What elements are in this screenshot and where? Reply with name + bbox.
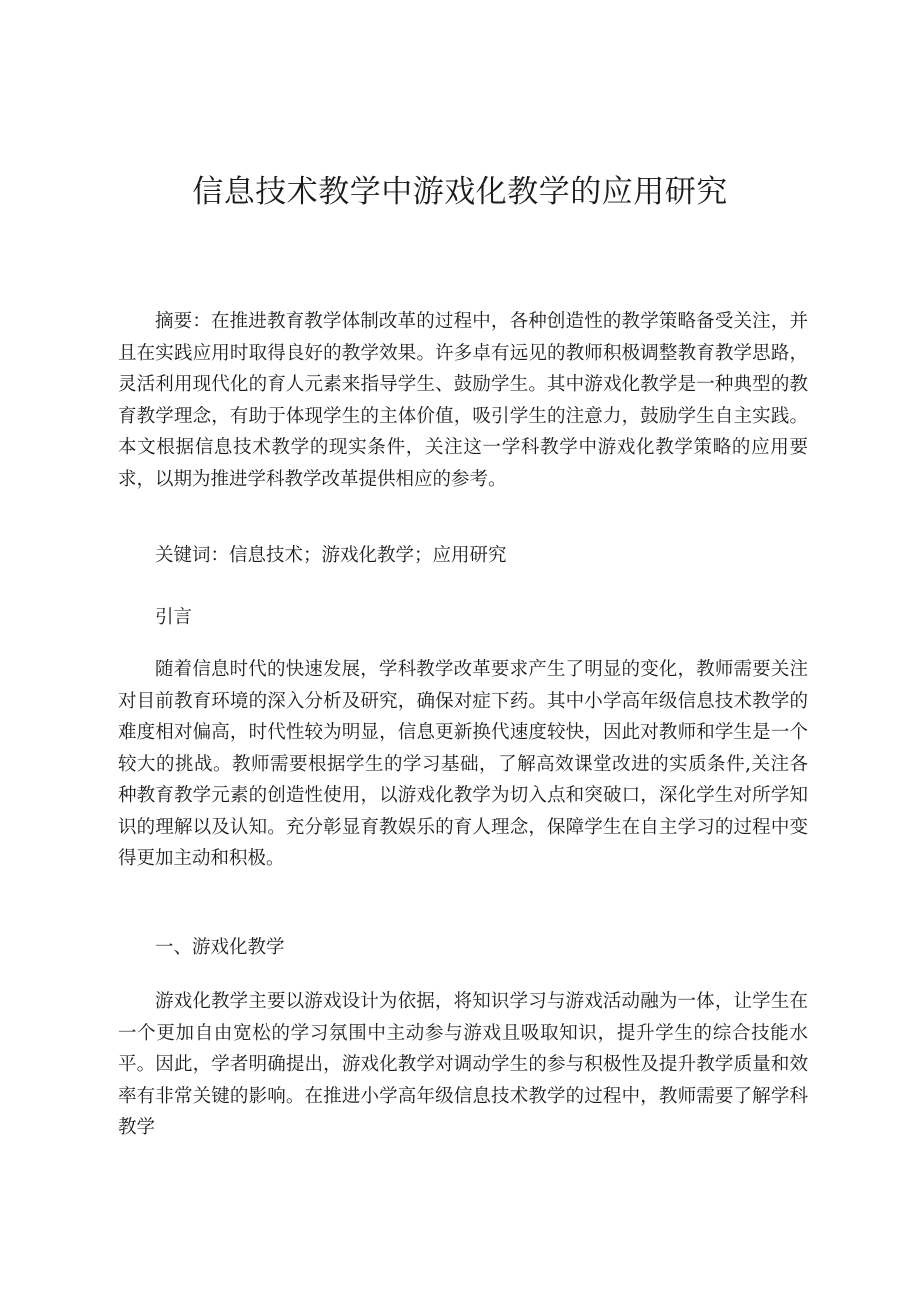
document-title: 信息技术教学中游戏化教学的应用研究 [192,174,728,210]
section-heading-gamification: 一、游戏化教学 [155,937,285,958]
intro-heading: 引言 [155,607,193,628]
keywords-line: 关键词：信息技术；游戏化教学；应用研究 [155,545,507,566]
abstract-paragraph: 摘要：在推进教育教学体制改革的过程中，各种创造性的教学策略备受关注，并且在实践应用时取得良好的教学效果。许多卓有远见的教师积极调整教育教学思路，灵活利用现代化的育人元素来指导学生、鼓励学生。其中游戏化教学是一种典型的教育教学理念，有助于体现学生的主体价值，吸引学生的注意力，鼓励学生自主实践。本文根据信息技术教学的现实条件，关注这一学科教学中游戏化教学策略的应用要求，以期为推进学科教学改革提供相应的参考。 [118,311,808,490]
intro-paragraph: 随着信息时代的快速发展，学科教学改革要求产生了明显的变化，教师需要关注对目前教育环境的深入分析及研究，确保对症下药。其中小学高年级信息技术教学的难度相对偏高，时代性较为明显，信息更新换代速度较快，因此对教师和学生是一个较大的挑战。教师需要根据学生的学习基础，了解高效课堂改进的实质条件,关注各种教育教学元素的创造性使用，以游戏化教学为切入点和突破口，深化学生对所学知识的理解以及认知。充分彰显育教娱乐的育人理念，保障学生在自主学习的过程中变得更加主动和积极。 [118,659,808,869]
section-paragraph-gamification: 游戏化教学主要以游戏设计为依据，将知识学习与游戏活动融为一体，让学生在一个更加自由宽松的学习氛围中主动参与游戏且吸取知识，提升学生的综合技能水平。因此，学者明确提出，游戏化教学对调动学生的参与积极性及提升教学质量和效率有非常关键的影响。在推进小学高年级信息技术教学的过程中，教师需要了解学科教学 [118,991,808,1138]
